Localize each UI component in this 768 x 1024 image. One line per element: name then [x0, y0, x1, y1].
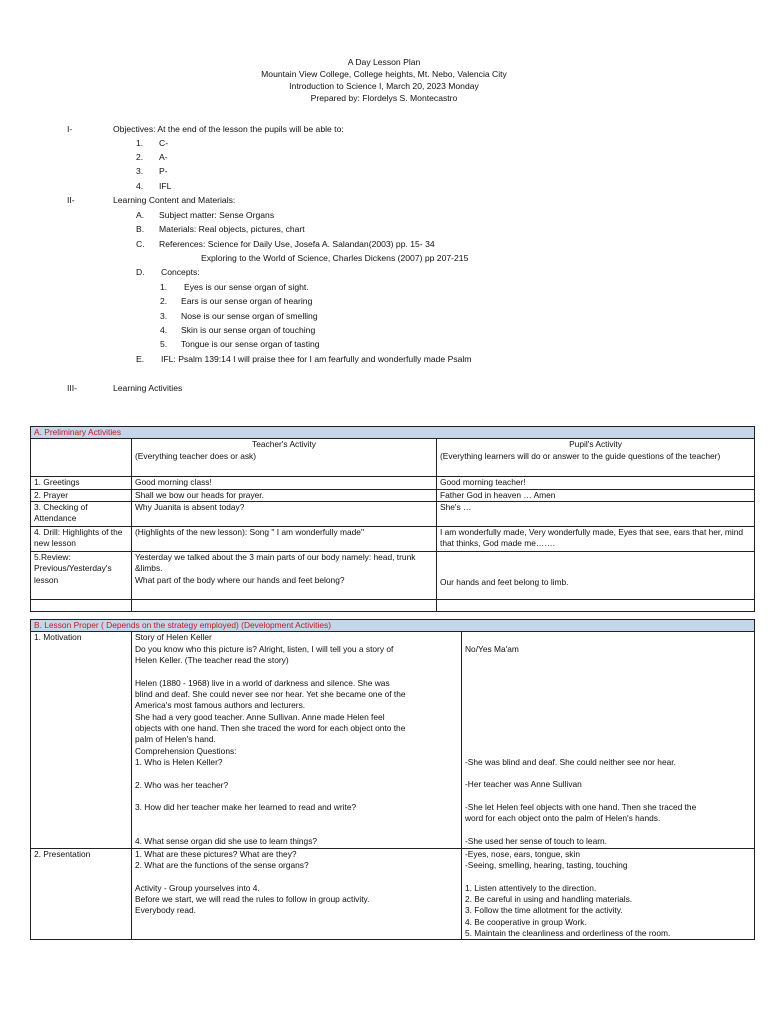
text-line: blind and deaf. She could never see nor hear. Yet she became one of the [135, 689, 406, 700]
teacher-cell [132, 632, 462, 848]
concept-item: Nose is our sense organ of smelling [181, 311, 318, 321]
row-label: 2. Prayer [31, 489, 132, 501]
concept-item: Tongue is our sense organ of tasting [181, 339, 320, 349]
text-line: 3. Follow the time allotment for the activity. [465, 905, 623, 916]
text-line: palm of Helen's hand. [135, 734, 216, 745]
text-line: 1. What are these pictures? What are they? [135, 848, 297, 859]
materials: Materials: Real objects, pictures, chart [159, 224, 305, 234]
objective-item: P- [159, 166, 168, 176]
table-row [31, 527, 755, 552]
item-letter: B. [136, 224, 145, 234]
concept-item: Ears is our sense organ of hearing [181, 296, 313, 306]
item-letter: C. [136, 239, 145, 249]
concepts-heading: Concepts: [161, 267, 200, 277]
table-row [31, 489, 755, 501]
pupil-cell: Father God in heaven … Amen [437, 489, 755, 501]
preliminary-activities-table [30, 426, 755, 612]
text-line: Activity - Group yourselves into 4. [135, 882, 260, 893]
text-line: 2. Be careful in using and handling materials. [465, 893, 633, 904]
pupil-cell [462, 848, 755, 940]
references-second: Exploring to the World of Science, Charles Dickens (2007) pp 207-215 [201, 253, 469, 263]
text-line [465, 689, 751, 700]
column-subtitle: (Everything teacher does or ask) [135, 450, 257, 461]
teacher-cell: (Highlights of the new lesson): Song " I am wonderfully made" [132, 527, 437, 552]
objective-item: A- [159, 152, 168, 162]
text-line [465, 711, 751, 722]
text-line: -Eyes, nose, ears, tongue, skin [465, 848, 580, 859]
table-cell [31, 600, 132, 612]
activities-heading: Learning Activities [113, 383, 183, 393]
school-name: Mountain View College, College heights, Mt. Nebo, Valencia City [261, 69, 507, 79]
concept-number: 3. [160, 311, 168, 321]
row-label: 5.Review: Previous/Yesterday's lesson [31, 552, 132, 600]
table-cell [437, 600, 755, 612]
prepared-by: Prepared by: Flordelys S. Montecastro [310, 93, 458, 103]
band-preliminary: A. Preliminary Activities [31, 427, 755, 439]
text-line [135, 791, 458, 802]
text-line [465, 632, 751, 643]
teacher-cell: Why Juanita is absent today? [132, 502, 437, 527]
references: References: Science for Daily Use, Josefa A. Salandan(2003) pp. 15- 34 [159, 239, 435, 249]
concept-item: Eyes is our sense organ of sight. [184, 282, 309, 292]
objective-number: 2. [136, 152, 144, 162]
text-line: Do you know who this picture is? Alright, listen, I will tell you a story of [135, 643, 394, 654]
item-letter: D. [136, 267, 145, 277]
pupil-cell: Good morning teacher! [437, 477, 755, 489]
text-line: -She used her sense of touch to learn. [465, 835, 607, 846]
text-line: 4. What sense organ did she use to learn things? [135, 836, 318, 847]
pupil-cell: Our hands and feet belong to limb. [437, 552, 755, 600]
review-question: What part of the body where our hands and feet belong? [135, 574, 345, 585]
item-letter: A. [136, 210, 145, 220]
text-line [465, 768, 751, 779]
text-line [135, 928, 458, 939]
table-row [31, 632, 755, 848]
text-line [135, 814, 458, 825]
text-line: 3. How did her teacher make her learned to read and write? [135, 802, 357, 813]
teacher-cell [132, 848, 462, 940]
subject-date: Introduction to Science I, March 20, 2023 Monday [289, 81, 479, 91]
text-line [465, 700, 751, 711]
section-number: II- [67, 195, 75, 205]
text-line: word for each object onto the palm of Helen's hands. [465, 813, 661, 824]
text-line [465, 871, 751, 882]
concept-number: 2. [160, 296, 168, 306]
teacher-activity-header [132, 439, 437, 477]
objective-item: IFL [159, 181, 172, 191]
text-line: Comprehension Questions: [135, 745, 237, 756]
text-line [465, 825, 751, 836]
column-subtitle: (Everything learners will do or answer to the guide questions of the teacher) [440, 450, 721, 461]
text-line [465, 745, 751, 756]
table-row [31, 552, 755, 600]
concept-number: 4. [160, 325, 168, 335]
review-text: Yesterday we talked about the 3 main parts of our body namely: head, trunk &limbs. [135, 552, 416, 574]
text-line: Helen (1880 - 1968) live in a world of darkness and silence. She was [135, 677, 390, 688]
pupil-cell [462, 632, 755, 848]
row-label: 1. Greetings [31, 477, 132, 489]
table-row [31, 848, 755, 940]
text-line: 1. Listen attentively to the direction. [465, 882, 597, 893]
text-line: -She was blind and deaf. She could neither see nor hear. [465, 756, 676, 767]
table-row [31, 502, 755, 527]
table-cell [132, 600, 437, 612]
row-label: 2. Presentation [31, 848, 132, 940]
text-line: Helen Keller. (The teacher read the story) [135, 655, 289, 666]
text-line: 1. Who is Helen Keller? [135, 757, 223, 768]
concept-number: 5. [160, 339, 168, 349]
pupil-cell: I am wonderfully made, Very wonderfully made, Eyes that see, ears that her, mind that thinks, God made me……. [437, 527, 755, 552]
table-row [31, 477, 755, 489]
text-line [465, 666, 751, 677]
band-lesson-proper: B. Lesson Proper ( Depends on the strategy employed) (Development Activities) [31, 620, 755, 632]
text-line: 2. What are the functions of the sense organs? [135, 859, 309, 870]
teacher-cell [132, 552, 437, 600]
row-label: 3. Checking of Attendance [31, 502, 132, 527]
text-line [135, 825, 458, 836]
objectives-heading: Objectives: At the end of the lesson the pupils will be able to: [113, 124, 344, 134]
section-number: III- [67, 383, 78, 393]
text-line [465, 678, 751, 689]
column-title: Pupil's Activity [569, 439, 622, 450]
teacher-cell: Shall we bow our heads for prayer. [132, 489, 437, 501]
item-letter: E. [136, 354, 145, 364]
text-line: No/Yes Ma'am [465, 643, 519, 654]
document-header [0, 57, 768, 105]
text-line: -Seeing, smelling, hearing, tasting, touching [465, 859, 628, 870]
text-line: Before we start, we will read the rules to follow in group activity. [135, 893, 370, 904]
text-line: 2. Who was her teacher? [135, 779, 229, 790]
row-label: 4. Drill: Highlights of the new lesson [31, 527, 132, 552]
table-cell [31, 439, 132, 477]
ifl-verse: IFL: Psalm 139:14 I will praise thee for I am fearfully and wonderfully made Psalm [161, 354, 472, 364]
row-label: 1. Motivation [31, 632, 132, 848]
text-line [135, 917, 458, 928]
text-line: -She let Helen feel objects with one hand. Then she traced the [465, 801, 697, 812]
text-line: Story of Helen Keller [135, 632, 212, 643]
concept-item: Skin is our sense organ of touching [181, 325, 316, 335]
text-line [465, 723, 751, 734]
text-line: She had a very good teacher. Anne Sullivan. Anne made Helen feel [135, 711, 385, 722]
text-line [465, 655, 751, 666]
text-line: 5. Maintain the cleanliness and orderliness of the room. [465, 928, 671, 938]
objective-number: 4. [136, 181, 144, 191]
text-line [135, 768, 458, 779]
table-row [31, 600, 755, 612]
text-line: 4. Be cooperative in group Work. [465, 916, 587, 927]
lesson-proper-table [30, 619, 755, 940]
section-number: I- [67, 124, 73, 134]
text-line [465, 791, 751, 802]
text-line: -Her teacher was Anne Sullivan [465, 779, 582, 790]
concept-number: 1. [160, 282, 168, 292]
doc-title: A Day Lesson Plan [347, 57, 421, 67]
text-line: Everybody read. [135, 905, 196, 916]
content-heading: Learning Content and Materials: [113, 195, 236, 205]
objective-number: 1. [136, 138, 144, 148]
text-line [135, 871, 458, 882]
text-line: objects with one hand. Then she traced the word for each object onto the [135, 723, 406, 734]
objective-item: C- [159, 138, 169, 148]
text-line [465, 734, 751, 745]
subject-matter: Subject matter: Sense Organs [159, 210, 275, 220]
objective-number: 3. [136, 166, 144, 176]
pupil-activity-header [437, 439, 755, 477]
text-line: America's most famous authors and lecturers. [135, 700, 306, 711]
pupil-cell: She's … [437, 502, 755, 527]
column-title: Teacher's Activity [252, 439, 316, 450]
teacher-cell: Good morning class! [132, 477, 437, 489]
text-line [135, 666, 458, 677]
